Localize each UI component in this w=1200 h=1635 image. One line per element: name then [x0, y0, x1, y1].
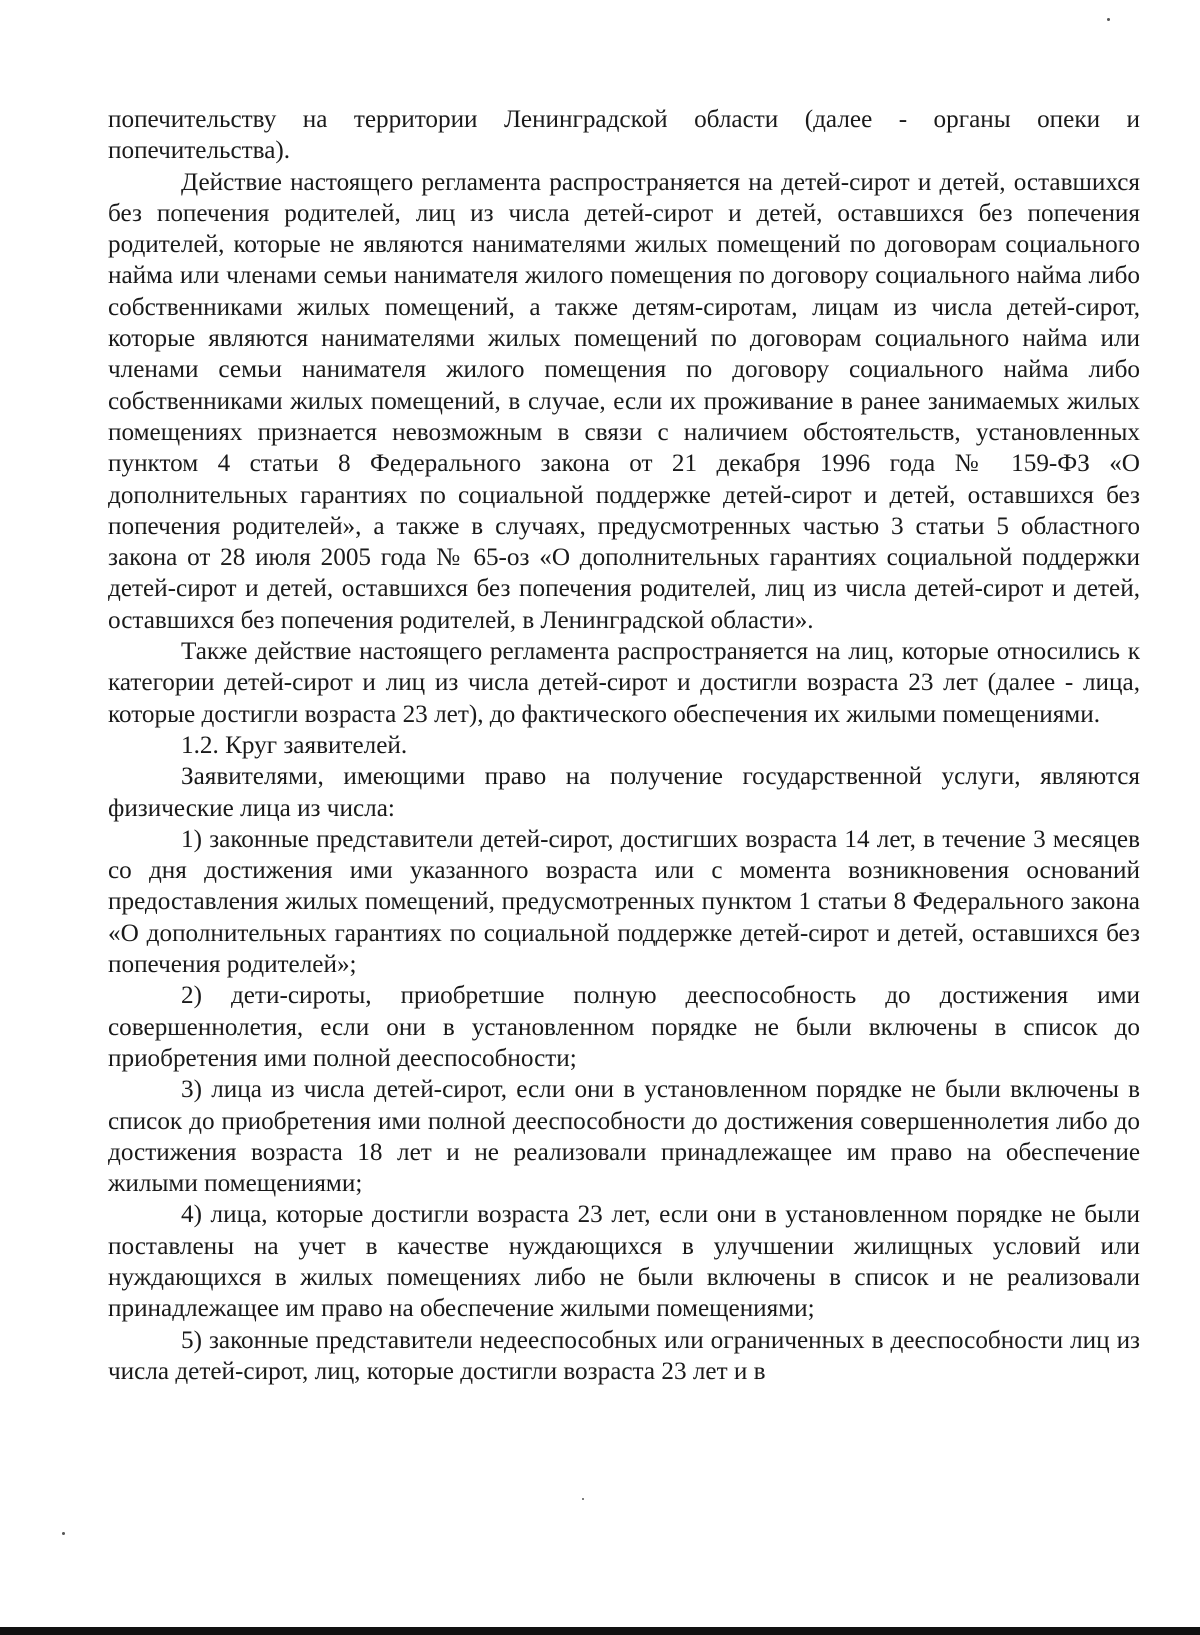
list-item-3: 3) лица из числа детей-сирот, если они в установленном порядке не были включены в список до приобретения ими полной дееспособности до достижения совершеннолетия либо до достижения возраста 18 лет и не реализовали принадлежащее им право на обеспечение жилыми помещениями;: [108, 1076, 1140, 1198]
list-item-2: 2) дети-сироты, приобретшие полную дееспособность до достижения ими совершеннолетия, если они в установленном порядке не были включены в список до приобретения ими полной дееспособности;: [108, 982, 1140, 1072]
document-body: [108, 104, 1140, 1387]
list-item-4: 4) лица, которые достигли возраста 23 лет, если они в установленном порядке не были поставлены на учет в качестве нуждающихся в улучшении жилищных условий или нуждающихся в жилых помещениях либо не были включены в список и не реализовали принадлежащее им право на обеспечение жилыми помещениями;: [108, 1201, 1140, 1323]
list-item-1: 1) законные представители детей-сирот, достигших возраста 14 лет, в течение 3 месяцев со дня достижения ими указанного возраста или с момента возникновения оснований предоставления жилых помещений, предусмотренных пунктом 1 статьи 8 Федерального закона «О дополнительных гарантиях по социальной поддержке детей-сирот и детей, оставшихся без попечения родителей»;: [108, 825, 1140, 979]
scan-edge-bar: [0, 1627, 1200, 1635]
paragraph-scope-23: Также действие настоящего регламента распространяется на лиц, которые относились к категории детей-сирот и лиц из числа детей-сирот и достигли возраста 23 лет (далее - лица, которые достигли возраста 23 лет), до фактического обеспечения их жилыми помещениями.: [108, 638, 1140, 728]
list-item-5: 5) законные представители недееспособных или ограниченных в дееспособности лиц из числа детей-сирот, лиц, которые достигли возраста 23 лет и в: [108, 1326, 1140, 1385]
paragraph-scope: Действие настоящего регламента распространяется на детей-сирот и детей, оставшихся без попечения родителей, лиц из числа детей-сирот и детей, оставшихся без попечения родителей, которые не являются нанимателями жилых помещений по договорам социального найма или членами семьи нанимателя жилого помещения по договору социального найма либо собственниками жилых помещений, а также детям-сиротам, лицам из числа детей-сирот, которые являются нанимателями жилых помещений по договорам социального найма или членами семьи нанимателя жилого помещения по договору социального найма либо собственниками жилых помещений, в случае, если их проживание в ранее занимаемых жилых помещениях признается невозможным в связи с наличием обстоятельств, установленных пунктом 4 статьи 8 Федерального закона от 21 декабря 1996 года № 159-ФЗ «О дополнительных гарантиях по социальной поддержке детей-сирот и детей, оставшихся без попечения родителей», а также в случаях, предусмотренных частью 3 статьи 5 областного закона от 28 июля 2005 года № 65-оз «О дополнительных гарантиях социальной поддержки детей-сирот и детей, оставшихся без попечения родителей, лиц из числа детей-сирот и детей, оставшихся без попечения родителей, в Ленинградской области».: [108, 168, 1140, 634]
paragraph-continuation: попечительству на территории Ленинградской области (далее - органы опеки и попечительства).: [108, 106, 1140, 165]
scan-speck: [62, 1532, 65, 1535]
scan-speck: [582, 1498, 584, 1500]
paragraph-applicants-intro: Заявителями, имеющими право на получение государственной услуги, являются физические лица из числа:: [108, 763, 1140, 822]
section-heading-applicants: 1.2. Круг заявителей.: [181, 731, 408, 759]
scan-speck: [1107, 18, 1110, 21]
